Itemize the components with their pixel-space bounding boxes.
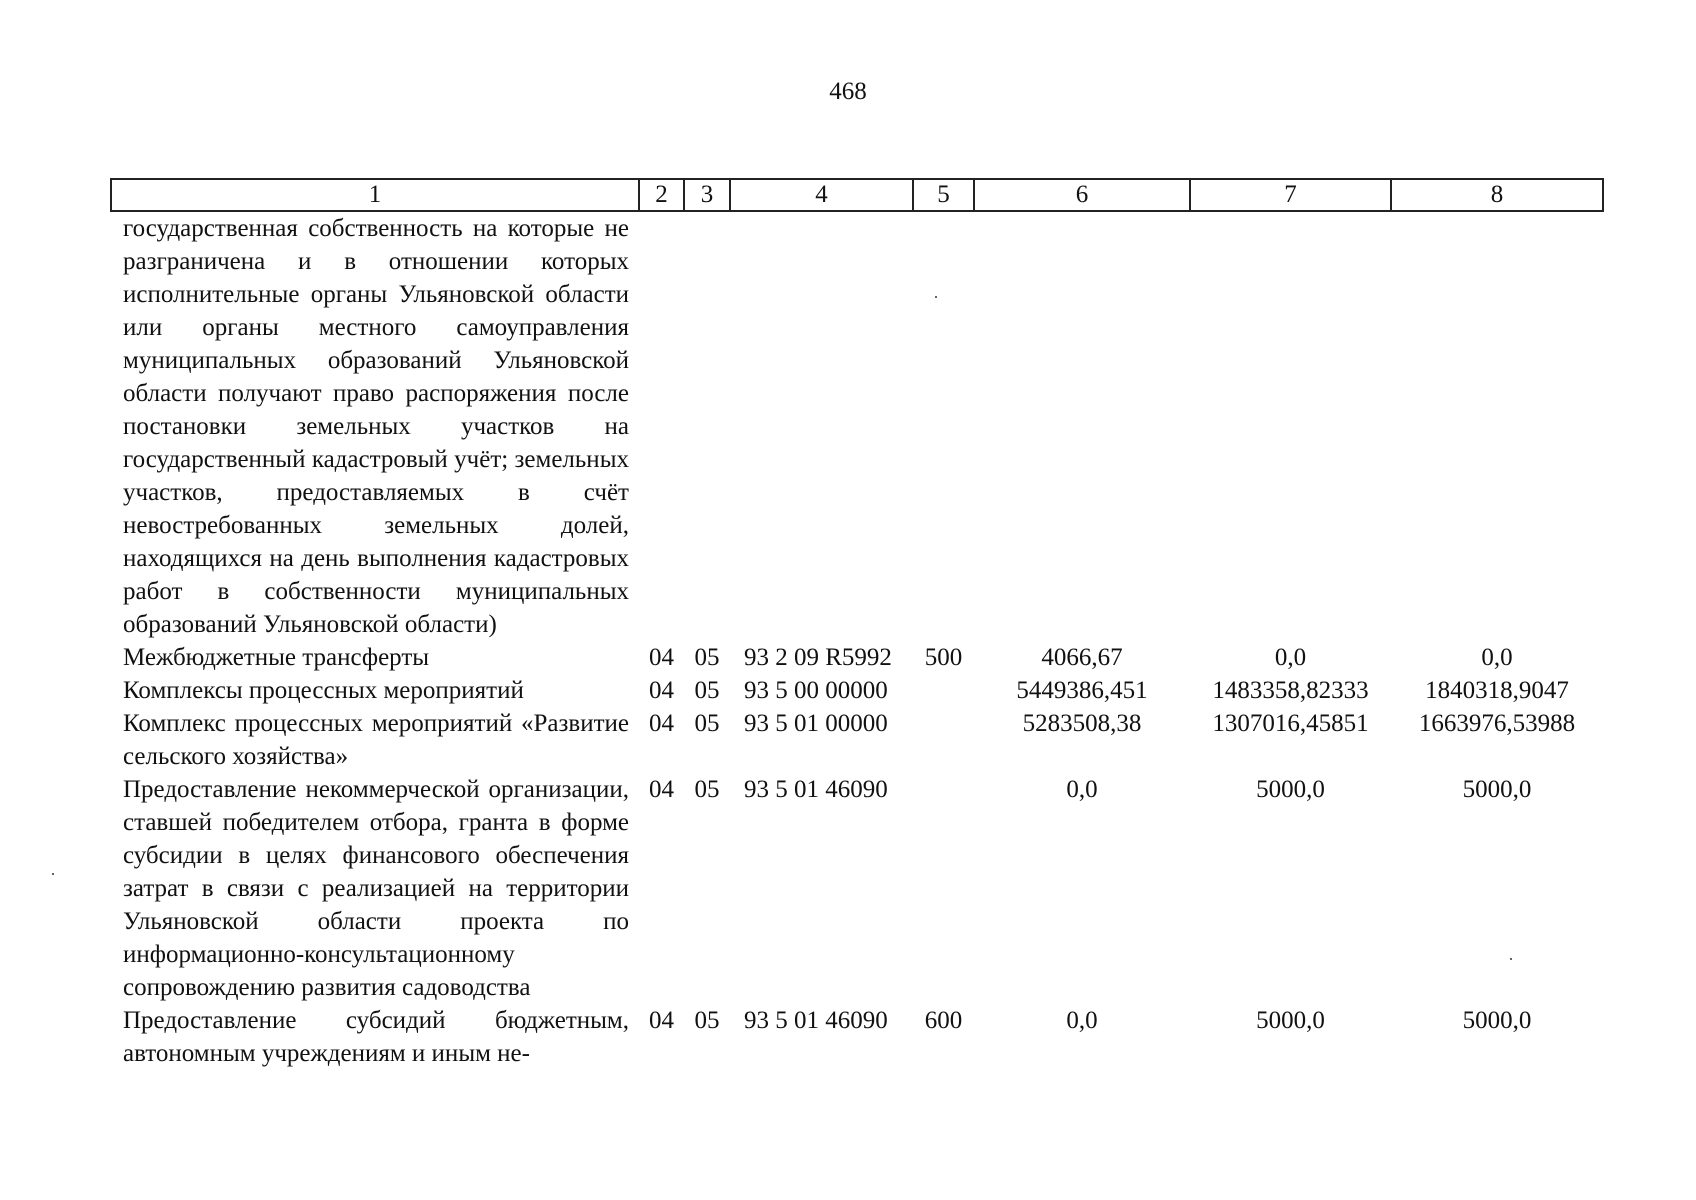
table-row (111, 1004, 1603, 1070)
expense-type-code (913, 773, 974, 1004)
target-article-code: 93 5 00 00000 (744, 677, 888, 704)
column-header-3: 3 (684, 179, 730, 211)
subsection-code: 05 (694, 776, 720, 803)
target-article-code: 93 2 09 R5992 (744, 644, 892, 671)
amount-col-6: 5449386,451 (1016, 677, 1148, 704)
table-row (111, 674, 1603, 707)
section-code: 04 (649, 644, 674, 671)
table-row (111, 707, 1603, 773)
target-article-code: 93 5 01 00000 (744, 710, 888, 737)
amount-col-7: 5000,0 (1256, 1007, 1325, 1034)
amount-col-7: 1307016,45851 (1212, 710, 1369, 737)
target-article-code: 93 5 01 46090 (744, 776, 888, 803)
amount-col-8: 1840318,9047 (1425, 677, 1569, 704)
scan-speck (1510, 958, 1512, 960)
amount-col-8: 5000,0 (1462, 1007, 1532, 1034)
amount-col-8: 5000,0 (1462, 776, 1532, 803)
target-article-code: 93 5 01 46090 (744, 1007, 888, 1034)
amount-col-6: 0,0 (1066, 776, 1098, 803)
amount-col-6: 5283508,38 (1022, 710, 1142, 737)
subsection-code: 05 (694, 1007, 720, 1034)
column-number-header-row (111, 179, 1603, 211)
budget-table-container (110, 178, 1602, 1070)
subsection-code: 05 (694, 710, 720, 737)
amount-col-8: 1663976,53988 (1418, 710, 1576, 737)
amount-col-7: 0,0 (1274, 644, 1307, 671)
amount-col-8 (1391, 211, 1603, 641)
row-name: Предоставление некоммерческой организации, ставшей победителем отбора, гранта в форме субсидии в целях финансового обеспечения затрат в связи с реализацией на территории Ульяновской области проекта по информационно-консультационному сопровождению развития садоводства (123, 776, 629, 1001)
page-number: 468 (829, 78, 867, 105)
budget-table (110, 178, 1604, 1070)
section-code: 04 (649, 677, 674, 704)
row-name: Комплекс процессных мероприятий «Развитие сельского хозяйства» (123, 710, 629, 770)
scan-speck (52, 873, 54, 875)
amount-col-7 (1190, 211, 1391, 641)
expense-type-code: 600 (924, 1007, 963, 1034)
column-header-6: 6 (974, 179, 1190, 211)
amount-col-7: 5000,0 (1256, 776, 1325, 803)
column-header-7: 7 (1190, 179, 1391, 211)
row-name: Межбюджетные трансферты (123, 644, 430, 671)
amount-col-6: 4066,67 (1041, 644, 1123, 671)
column-header-8: 8 (1391, 179, 1603, 211)
amount-col-6 (974, 211, 1190, 641)
column-header-1: 1 (111, 179, 639, 211)
table-row (111, 641, 1603, 674)
table-row (111, 773, 1603, 1004)
section-code (639, 211, 684, 641)
amount-col-7: 1483358,82333 (1212, 677, 1369, 704)
column-header-5: 5 (913, 179, 974, 211)
amount-col-8: 0,0 (1481, 644, 1513, 671)
expense-type-code (913, 707, 974, 773)
expense-type-code (913, 211, 974, 641)
expense-type-code (913, 674, 974, 707)
section-code: 04 (649, 776, 674, 803)
row-name: государственная собственность на которые не разграничена и в отношении которых исполнительные органы Ульяновской области или органы местного самоуправления муниципальных образований Ульяновской области получают право распоряжения после постановки земельных участков на государственный кадастровый учёт; земельных участков, предоставляемых в счёт невостребованных земельных долей, находящихся на день выполнения кадастровых работ в собственности муниципальных образований Ульяновской области) (123, 215, 629, 638)
row-name: Предоставление субсидий бюджетным, автономным учреждениям и иным не- (123, 1007, 629, 1067)
column-header-2: 2 (639, 179, 684, 211)
section-code: 04 (649, 710, 674, 737)
expense-type-code: 500 (924, 644, 963, 671)
subsection-code (684, 211, 730, 641)
scan-speck (935, 296, 937, 298)
amount-col-6: 0,0 (1066, 1007, 1098, 1034)
column-header-4: 4 (730, 179, 913, 211)
subsection-code: 05 (694, 644, 720, 671)
target-article-code (730, 211, 913, 641)
subsection-code: 05 (694, 677, 720, 704)
row-name: Комплексы процессных мероприятий (123, 677, 524, 704)
section-code: 04 (649, 1007, 674, 1034)
table-row (111, 211, 1603, 641)
